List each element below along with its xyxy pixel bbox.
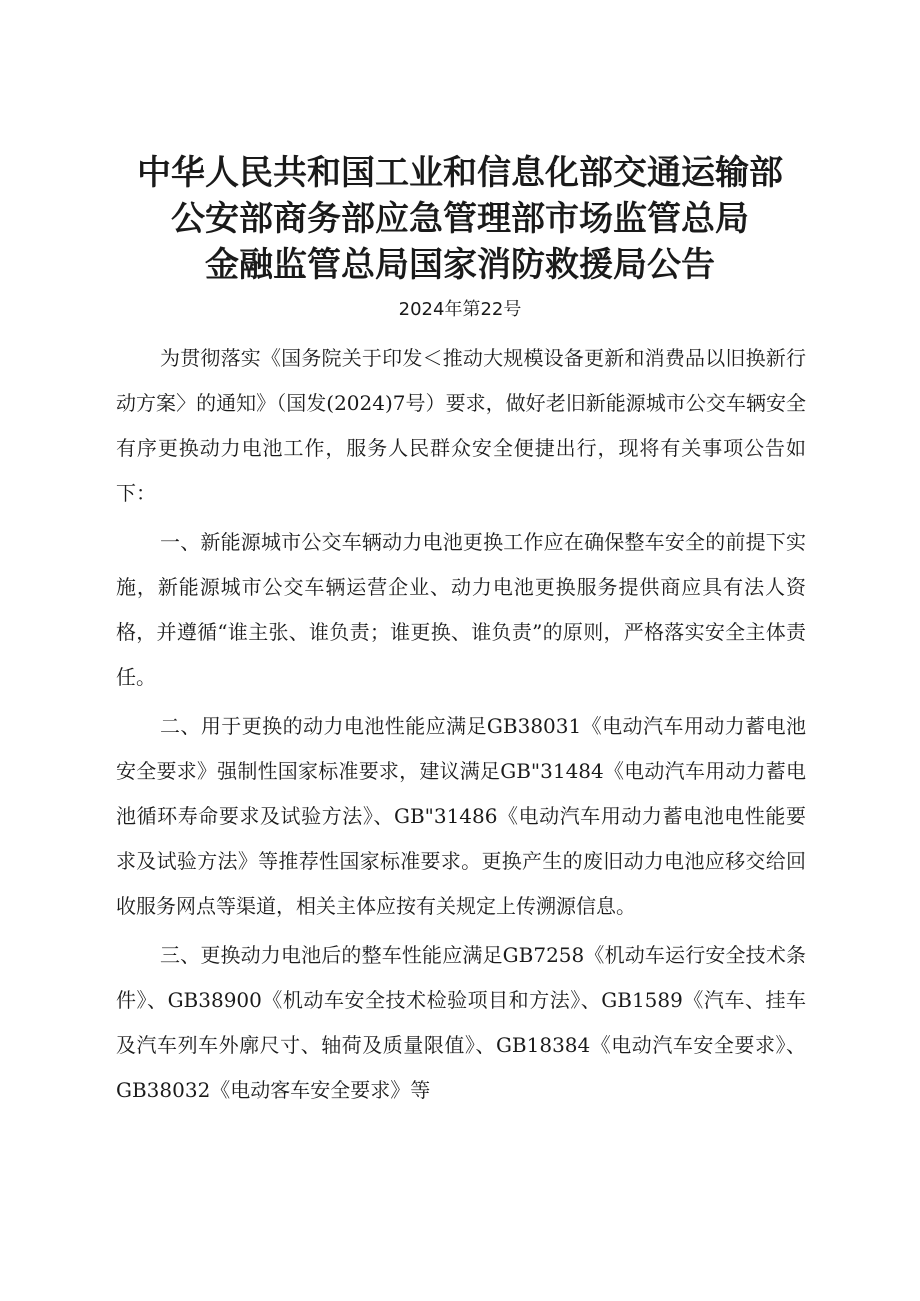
announcement-title: [0, 150, 920, 288]
document-body: [116, 336, 806, 1113]
title-line-2: 公安部商务部应急管理部市场监管总局: [171, 199, 749, 239]
title-line-1: 中华人民共和国工业和信息化部交通运输部: [137, 153, 783, 193]
paragraph-item-3: 三、更换动力电池后的整车性能应满足GB7258《机动车运行安全技术条件》、GB38900《机动车安全技术检验项目和方法》、GB1589《汽车、挂车及汽车列车外廓尺寸、轴荷及质量限值》、GB18384《电动汽车安全要求》、GB38032《电动客车安全要求》等: [116, 943, 806, 1102]
paragraph-intro: 为贯彻落实《国务院关于印发＜推动大规模设备更新和消费品以旧换新行动方案〉的通知》（国发(2024)7号）要求，做好老旧新能源城市公交车辆安全有序更换动力电池工作，服务人民群众安全便捷出行，现将有关事项公告如下：: [116, 346, 806, 505]
paragraph-item-1: 一、新能源城市公交车辆动力电池更换工作应在确保整车安全的前提下实施，新能源城市公交车辆运营企业、动力电池更换服务提供商应具有法人资格，并遵循“谁主张、谁负责；谁更换、谁负责”的原则，严格落实安全主体责任。: [116, 530, 806, 689]
document-number: 2024年第22号: [398, 299, 522, 320]
paragraph-item-2: 二、用于更换的动力电池性能应满足GB38031《电动汽车用动力蓄电池安全要求》强制性国家标准要求，建议满足GB"31484《电动汽车用动力蓄电池循环寿命要求及试验方法》、GB"31486《电动汽车用动力蓄电池电性能要求及试验方法》等推荐性国家标准要求。更换产生的废旧动力电池应移交给回收服务网点等渠道，相关主体应按有关规定上传溯源信息。: [116, 714, 806, 918]
title-line-3: 金融监管总局国家消防救援局公告: [205, 245, 715, 285]
